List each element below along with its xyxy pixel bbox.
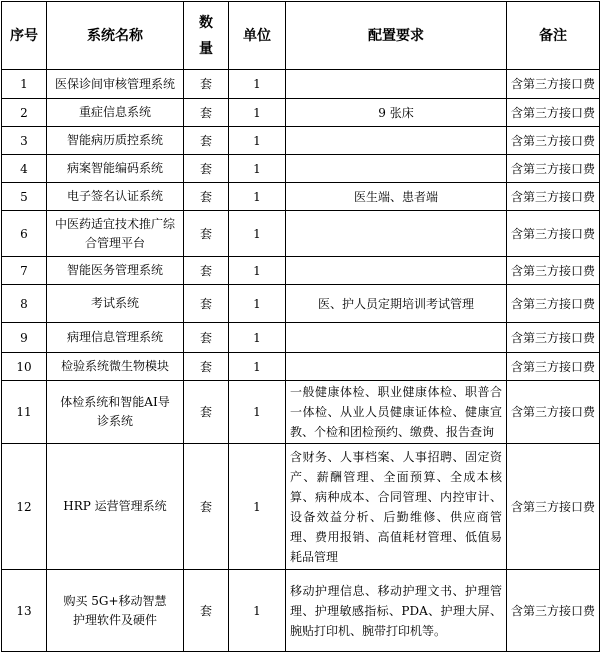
row-unit: 1 (229, 570, 286, 652)
row-qty: 套 (184, 183, 229, 211)
table-row (2, 285, 600, 323)
row-note: 含第三方接口费 (507, 70, 600, 99)
row-seq: 9 (2, 323, 47, 353)
row-req (286, 257, 507, 285)
row-seq: 3 (2, 127, 47, 155)
row-name: 病案智能编码系统 (47, 155, 184, 183)
header-note: 备注 (507, 2, 600, 70)
row-note: 含第三方接口费 (507, 127, 600, 155)
row-seq: 1 (2, 70, 47, 99)
row-req (286, 155, 507, 183)
row-name: 医保诊间审核管理系统 (47, 70, 184, 99)
row-note: 含第三方接口费 (507, 323, 600, 353)
row-seq: 5 (2, 183, 47, 211)
table-row (2, 444, 600, 570)
table-row (2, 99, 600, 127)
row-name: 智能医务管理系统 (47, 257, 184, 285)
row-qty: 套 (184, 155, 229, 183)
row-qty: 套 (184, 381, 229, 444)
row-note: 含第三方接口费 (507, 211, 600, 257)
row-qty: 套 (184, 99, 229, 127)
row-req: 一般健康体检、职业健康体检、职普合一体检、从业人员健康证体检、健康宣教、个检和团检预约、缴费、报告查询 (286, 381, 507, 444)
row-qty: 套 (184, 444, 229, 570)
header-req: 配置要求 (286, 2, 507, 70)
row-note: 含第三方接口费 (507, 353, 600, 381)
row-unit: 1 (229, 353, 286, 381)
table-row (2, 127, 600, 155)
row-req (286, 353, 507, 381)
row-seq: 10 (2, 353, 47, 381)
row-unit: 1 (229, 155, 286, 183)
table-row (2, 323, 600, 353)
row-req (286, 70, 507, 99)
table-row (2, 257, 600, 285)
header-row (2, 2, 600, 70)
row-req (286, 211, 507, 257)
table-row (2, 353, 600, 381)
row-unit: 1 (229, 183, 286, 211)
row-seq: 6 (2, 211, 47, 257)
row-unit: 1 (229, 323, 286, 353)
row-qty: 套 (184, 570, 229, 652)
row-seq: 8 (2, 285, 47, 323)
row-note: 含第三方接口费 (507, 285, 600, 323)
table-row (2, 570, 600, 652)
row-unit: 1 (229, 444, 286, 570)
row-qty: 套 (184, 127, 229, 155)
row-unit: 1 (229, 285, 286, 323)
header-unit: 单位 (229, 2, 286, 70)
row-qty: 套 (184, 353, 229, 381)
table-row (2, 211, 600, 257)
row-note: 含第三方接口费 (507, 257, 600, 285)
row-req: 医、护人员定期培训考试管理 (286, 285, 507, 323)
row-name: 中医药适宜技术推广综合管理平台 (47, 211, 184, 257)
row-seq: 13 (2, 570, 47, 652)
row-name: 体检系统和智能AI导诊系统 (47, 381, 184, 444)
row-req (286, 127, 507, 155)
row-seq: 2 (2, 99, 47, 127)
row-unit: 1 (229, 99, 286, 127)
row-seq: 12 (2, 444, 47, 570)
header-seq: 序号 (2, 2, 47, 70)
row-note: 含第三方接口费 (507, 99, 600, 127)
table-row (2, 70, 600, 99)
row-req: 9 张床 (286, 99, 507, 127)
row-name: 购买 5G+移动智慧护理软件及硬件 (47, 570, 184, 652)
row-note: 含第三方接口费 (507, 381, 600, 444)
row-unit: 1 (229, 257, 286, 285)
row-name: 考试系统 (47, 285, 184, 323)
row-name: 智能病历质控系统 (47, 127, 184, 155)
row-note: 含第三方接口费 (507, 155, 600, 183)
row-qty: 套 (184, 70, 229, 99)
table-row (2, 155, 600, 183)
row-qty: 套 (184, 285, 229, 323)
row-unit: 1 (229, 381, 286, 444)
row-req (286, 323, 507, 353)
row-unit: 1 (229, 127, 286, 155)
row-seq: 4 (2, 155, 47, 183)
row-req: 医生端、患者端 (286, 183, 507, 211)
row-qty: 套 (184, 257, 229, 285)
row-unit: 1 (229, 211, 286, 257)
row-name: 病理信息管理系统 (47, 323, 184, 353)
row-qty: 套 (184, 211, 229, 257)
row-name: 电子签名认证系统 (47, 183, 184, 211)
row-note: 含第三方接口费 (507, 444, 600, 570)
row-name: HRP 运营管理系统 (47, 444, 184, 570)
row-seq: 11 (2, 381, 47, 444)
row-note: 含第三方接口费 (507, 183, 600, 211)
header-name: 系统名称 (47, 2, 184, 70)
row-name: 检验系统微生物模块 (47, 353, 184, 381)
row-name: 重症信息系统 (47, 99, 184, 127)
row-seq: 7 (2, 257, 47, 285)
config-table (1, 1, 600, 652)
row-unit: 1 (229, 70, 286, 99)
row-req: 含财务、人事档案、人事招聘、固定资产、薪酬管理、全面预算、全成本核算、病种成本、合同管理、内控审计、设备效益分析、后勤维修、供应商管理、费用报销、高值耗材管理、低值易耗品管理 (286, 444, 507, 570)
row-qty: 套 (184, 323, 229, 353)
row-note: 含第三方接口费 (507, 570, 600, 652)
table-row (2, 381, 600, 444)
table-row (2, 183, 600, 211)
header-qty: 数量 (184, 2, 229, 70)
row-req: 移动护理信息、移动护理文书、护理管理、护理敏感指标、PDA、护理大屏、腕贴打印机、腕带打印机等。 (286, 570, 507, 652)
